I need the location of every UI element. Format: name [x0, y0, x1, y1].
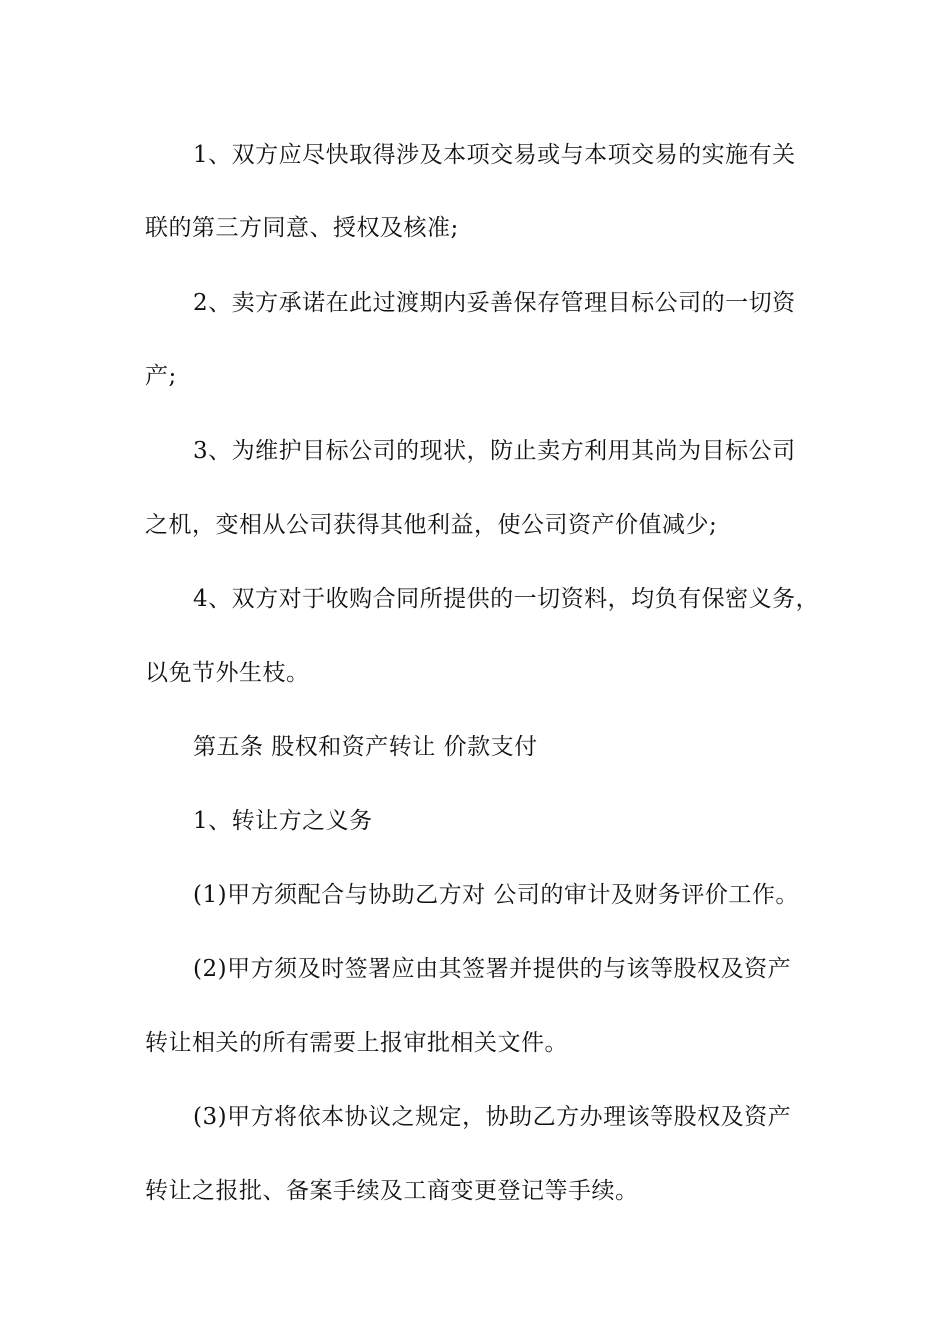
- paragraph-4-line-1: 4、双方对于收购合同所提供的一切资料，均负有保密义务，: [193, 586, 820, 612]
- paragraph-1-line-2: 联的第三方同意、授权及核准;: [145, 215, 459, 241]
- paragraph-2-line-1: 2、卖方承诺在此过渡期内妥善保存管理目标公司的一切资: [193, 290, 796, 316]
- obligation-2-line-1: (2)甲方须及时签署应由其签署并提供的与该等股权及资产: [193, 956, 792, 982]
- obligation-3-line-2: 转让之报批、备案手续及工商变更登记等手续。: [145, 1178, 639, 1204]
- paragraph-3-line-2: 之机，变相从公司获得其他利益，使公司资产价值减少;: [145, 512, 718, 538]
- transferor-obligations-heading: 1、转让方之义务: [193, 808, 373, 834]
- obligation-1-line-1: (1)甲方须配合与协助乙方对 公司的审计及财务评价工作。: [193, 882, 799, 908]
- obligation-2-line-2: 转让相关的所有需要上报审批相关文件。: [145, 1030, 568, 1056]
- paragraph-1-line-1: 1、双方应尽快取得涉及本项交易或与本项交易的实施有关: [193, 142, 796, 168]
- paragraph-4-line-2: 以免节外生枝。: [145, 660, 310, 686]
- obligation-3-line-1: (3)甲方将依本协议之规定，协助乙方办理该等股权及资产: [193, 1104, 792, 1130]
- paragraph-2-line-2: 产;: [145, 363, 177, 389]
- paragraph-3-line-1: 3、为维护目标公司的现状，防止卖方利用其尚为目标公司: [193, 438, 796, 464]
- article-5-heading: 第五条 股权和资产转让 价款支付: [193, 734, 538, 760]
